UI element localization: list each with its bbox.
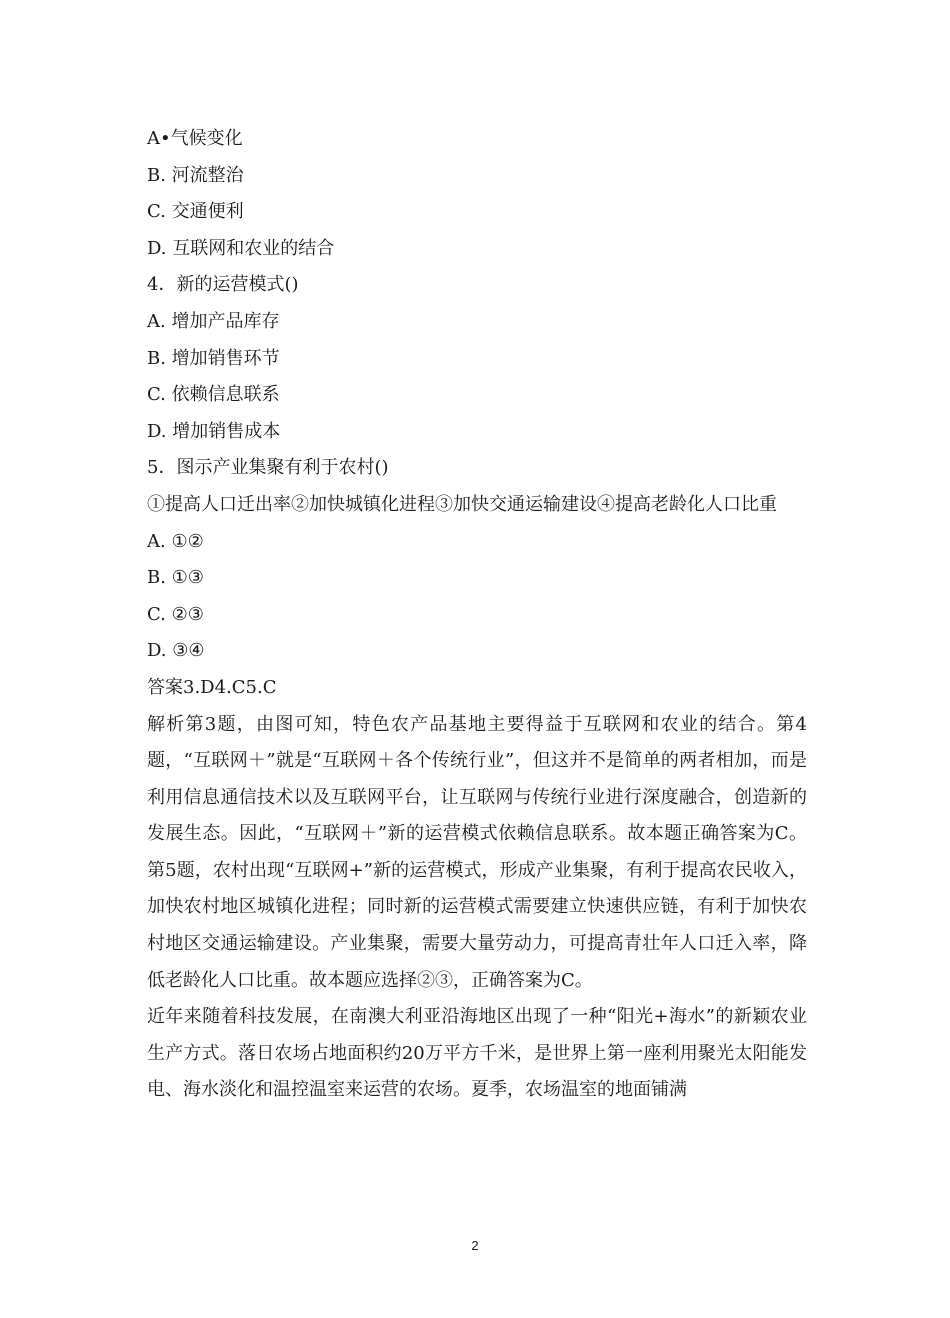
question-5-statements: ①提高人口迁出率②加快城镇化进程③加快交通运输建设④提高老龄化人口比重 [147,493,777,515]
question-4-stem: 4．新的运营模式() [147,274,299,296]
passage-paragraph: 近年来随着科技发展，在南澳大利亚沿海地区出现了一种“阳光+海水”的新颖农业生产方式。落日农场占地面积约20万平方千米，是世界上第一座利用聚光太阳能发电、海水淡化和温控温室来运营的农场。夏季，农场温室的地面铺满 [147,1006,807,1101]
q3-option-c: C. 交通便利 [147,201,244,223]
q4-option-d: D. 增加销售成本 [147,420,281,442]
q4-option-a: A. 增加产品库存 [147,310,280,332]
page-number: 2 [471,1238,479,1253]
q3-option-d: D. 互联网和农业的结合 [147,237,335,259]
q3-option-b: B. 河流整治 [147,164,244,186]
question-5-stem: 5．图示产业集聚有利于农村() [147,457,389,479]
q5-option-d: D. ③④ [147,640,205,662]
answer-line: 答案3.D4.C5.C [147,676,277,698]
analysis-paragraph: 解析第3题，由图可知，特色农产品基地主要得益于互联网和农业的结合。第4题，“互联网＋”就是“互联网＋各个传统行业”，但这并不是简单的两者相加，而是利用信息通信技术以及互联网平台，让互联网与传统行业进行深度融合，创造新的发展生态。因此，“互联网＋”新的运营模式依赖信息联系。故本题正确答案为C。第5题，农村出现“互联网+”新的运营模式，形成产业集聚，有利于提高农民收入，加快农村地区城镇化进程；同时新的运营模式需要建立快速供应链，有利于加快农村地区交通运输建设。产业集聚，需要大量劳动力，可提高青壮年人口迁入率，降低老龄化人口比重。故本题应选择②③，正确答案为C。 [147,713,807,991]
q5-option-a: A. ①② [147,530,204,552]
q5-option-b: B. ①③ [147,567,204,589]
q4-option-c: C. 依赖信息联系 [147,384,280,406]
q5-option-c: C. ②③ [147,603,204,625]
q4-option-b: B. 增加销售环节 [147,347,280,369]
page-content [147,121,807,1109]
q3-option-a: A•气候变化 [147,128,243,149]
